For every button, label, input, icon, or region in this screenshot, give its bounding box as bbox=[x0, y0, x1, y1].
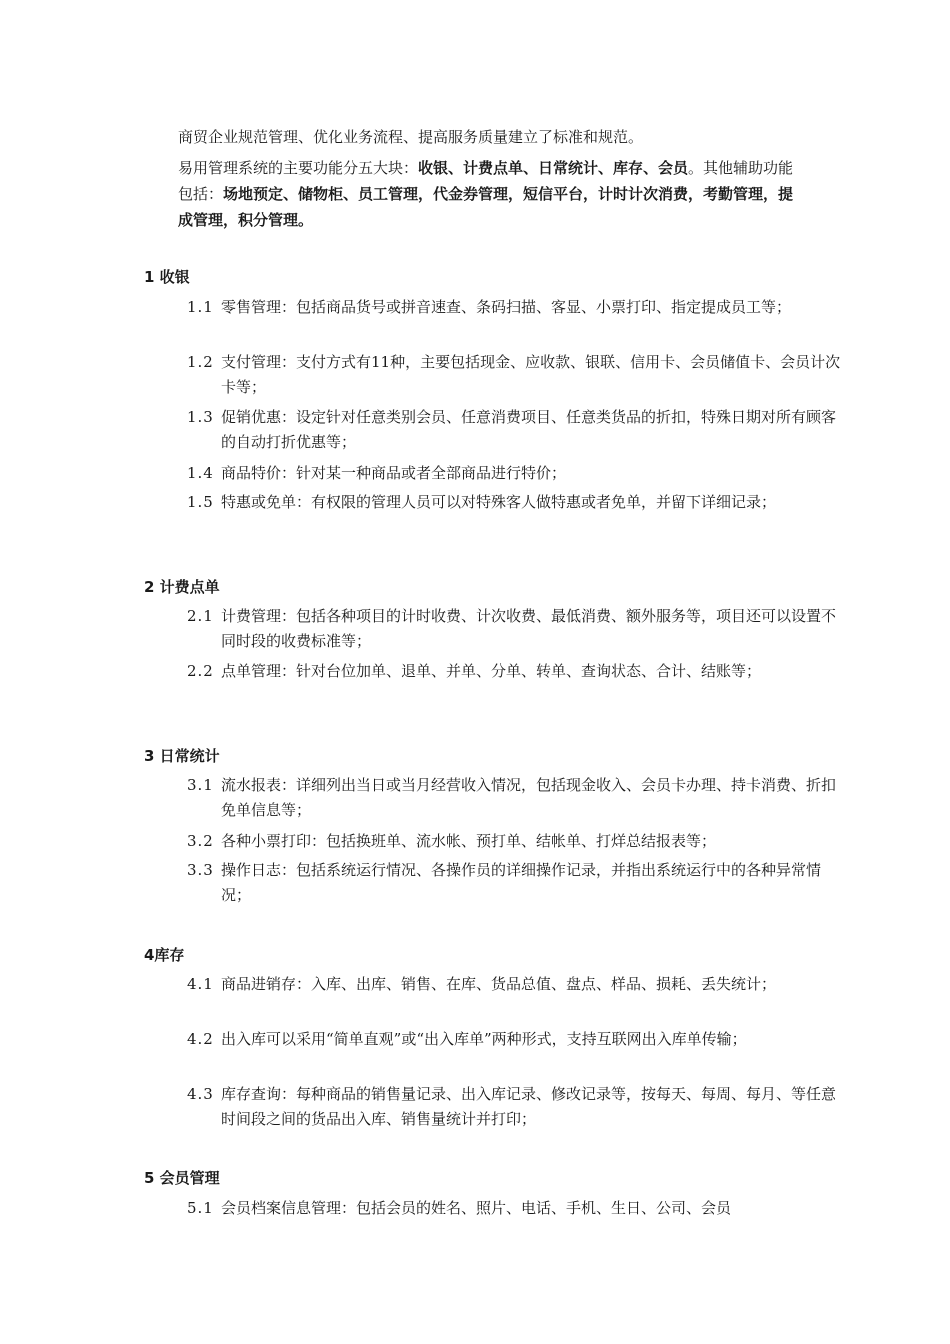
list-item-3-1: 3.1 流水报表：详细列出当日或当月经营收入情况，包括现金收入、会员卡办理、持卡消费、折扣免单信息等； bbox=[187, 776, 837, 819]
section-title-3: 3 日常统计 bbox=[144, 747, 220, 765]
section-title-4: 4库存 bbox=[144, 946, 185, 964]
list-item-2-2: 2.2 点单管理：针对台位加单、退单、并单、分单、转单、查询状态、合计、结账等； bbox=[187, 662, 762, 680]
list-item-2-1: 2.1 计费管理：包括各种项目的计时收费、计次收费、最低消费、额外服务等，项目还可以设置不同时段的收费标准等； bbox=[187, 607, 837, 650]
section-title-1: 1 收银 bbox=[144, 268, 190, 286]
list-item-1-1: 1.1 零售管理：包括商品货号或拼音速查、条码扫描、客显、小票打印、指定提成员工等； bbox=[187, 298, 792, 316]
list-item-1-2: 1.2 支付管理：支付方式有11种，主要包括现金、应收款、银联、信用卡、会员储值卡、会员计次卡等； bbox=[187, 353, 841, 396]
section-title-5: 5 会员管理 bbox=[144, 1169, 220, 1187]
section-title-2: 2 计费点单 bbox=[144, 578, 220, 596]
intro-mid: 。其他辅助功能包括： bbox=[178, 159, 794, 203]
list-item-1-3: 1.3 促销优惠：设定针对任意类别会员、任意消费项目、任意类货品的折扣，特殊日期对所有顾客的自动打折优惠等； bbox=[187, 408, 837, 451]
list-item-1-4: 1.4 商品特价：针对某一种商品或者全部商品进行特价； bbox=[187, 464, 567, 482]
intro-line1: 商贸企业规范管理、优化业务流程、提高服务质量建立了标准和规范。 bbox=[178, 128, 644, 146]
list-item-3-3: 3.3 操作日志：包括系统运行情况、各操作员的详细操作记录，并指出系统运行中的各种异常情况； bbox=[187, 861, 822, 904]
list-item-4-2: 4.2 出入库可以采用“简单直观”或“出入库单”两种形式，支持互联网出入库单传输； bbox=[187, 1030, 747, 1048]
intro-paragraph bbox=[178, 155, 808, 233]
intro-main-modules: 收银、计费点单、日常统计、库存、会员 bbox=[418, 159, 689, 177]
intro-prefix: 易用管理系统的主要功能分五大块： bbox=[178, 159, 419, 177]
list-item-4-1: 4.1 商品进销存：入库、出库、销售、在库、货品总值、盘点、样品、损耗、丢失统计； bbox=[187, 975, 777, 993]
intro-aux-modules: 场地预定、储物柜、员工管理，代金券管理，短信平台，计时计次消费，考勤管理，提成管理，积分管理。 bbox=[178, 185, 794, 229]
list-item-3-2: 3.2 各种小票打印：包括换班单、流水帐、预打单、结帐单、打烊总结报表等； bbox=[187, 832, 717, 850]
list-item-5-1: 5.1 会员档案信息管理：包括会员的姓名、照片、电话、手机、生日、公司、会员 bbox=[187, 1199, 732, 1217]
list-item-1-5: 1.5 特惠或免单：有权限的管理人员可以对特殊客人做特惠或者免单，并留下详细记录； bbox=[187, 493, 777, 511]
list-item-4-3: 4.3 库存查询：每种商品的销售量记录、出入库记录、修改记录等，按每天、每周、每月、等任意时间段之间的货品出入库、销售量统计并打印； bbox=[187, 1085, 837, 1128]
